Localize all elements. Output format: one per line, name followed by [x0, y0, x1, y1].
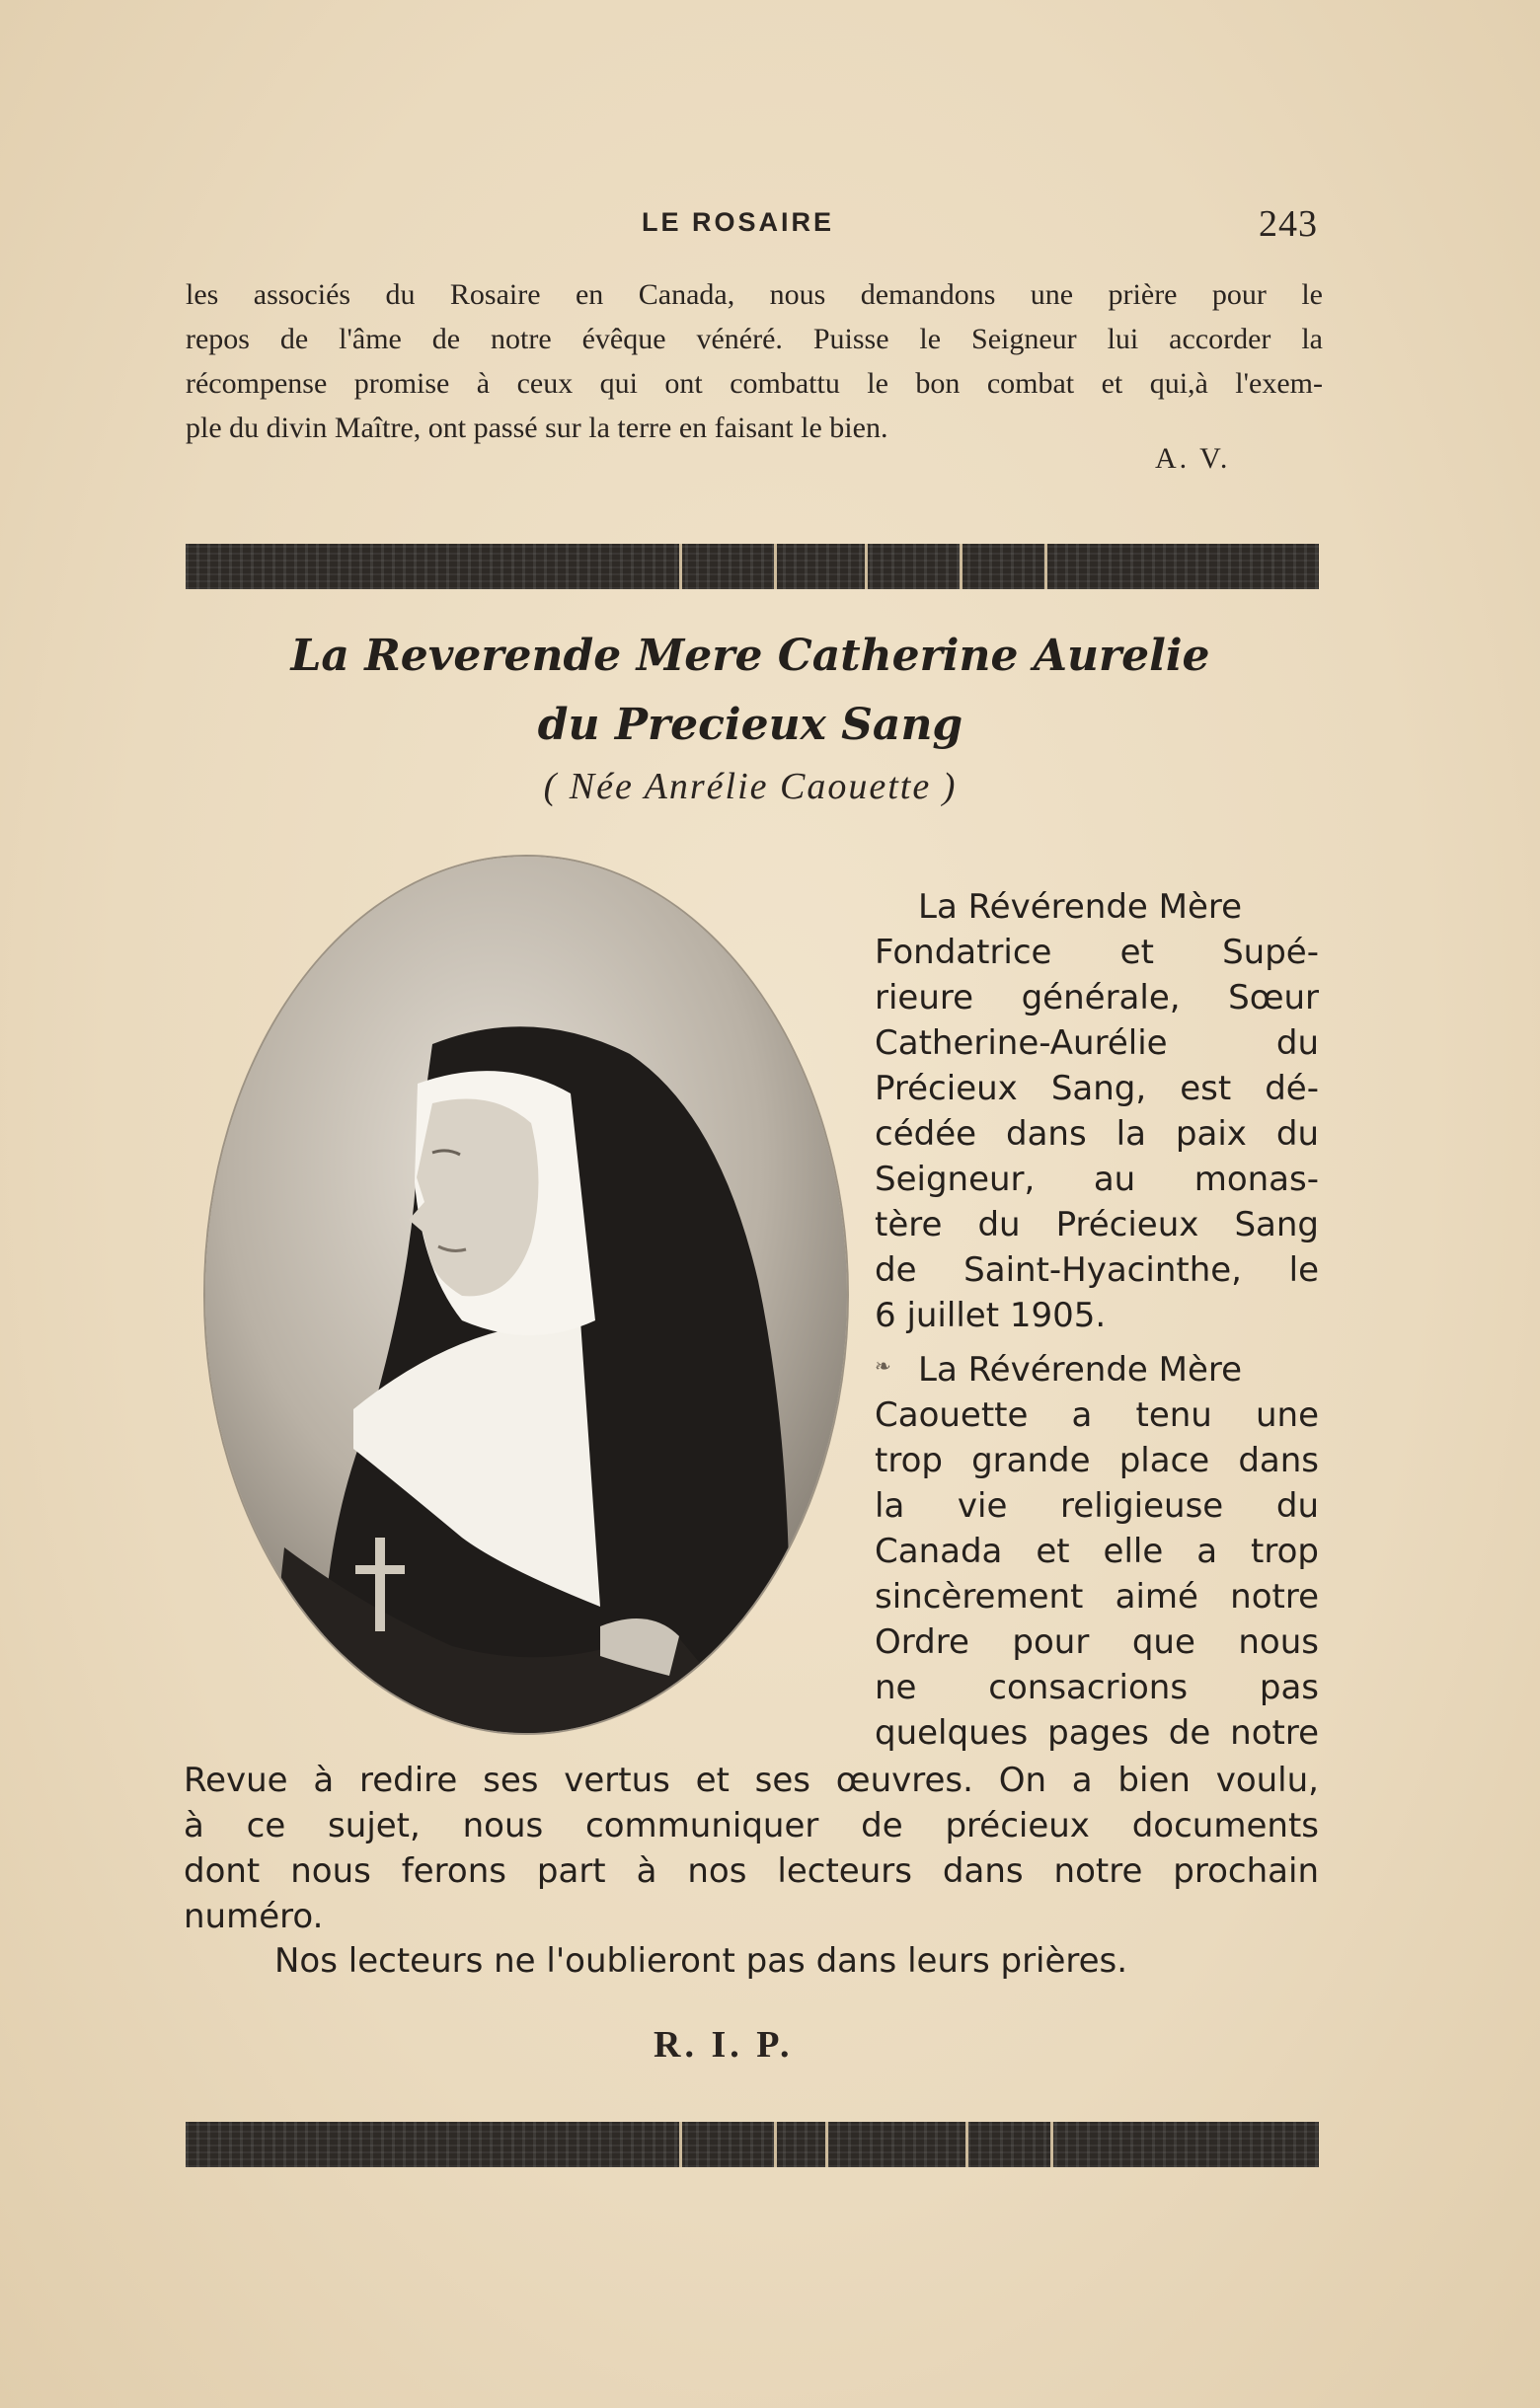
intro-line: les associés du Rosaire en Canada, nous demandons une prière pour le	[186, 278, 1323, 311]
page-number: 243	[1259, 203, 1318, 245]
paragraph-line: Canada et elle a trop	[875, 1532, 1319, 1571]
paragraph-line: de Saint-Hyacinthe, le	[875, 1250, 1319, 1290]
paragraph-line: trop grande place dans	[875, 1441, 1319, 1480]
intro-line: repos de l'âme de notre évêque vénéré. Puisse le Seigneur lui accorder la	[186, 323, 1323, 355]
intro-signature: A. V.	[1155, 442, 1231, 475]
paragraph-ornament-icon: ❧	[875, 1354, 891, 1378]
paragraph-line: quelques pages de notre	[875, 1713, 1319, 1753]
paragraph-line: la vie religieuse du	[875, 1486, 1319, 1526]
article-paragraph-1	[875, 884, 1319, 1338]
paragraph-line: numéro.	[184, 1897, 324, 1936]
paragraph-line: dont nous ferons part à nos lecteurs dans notre prochain	[184, 1851, 1319, 1891]
article-title-line-1: La Reverende Mere Catherine Aurelie	[290, 631, 1210, 681]
article-subtitle: ( Née Anrélie Caouette )	[543, 766, 958, 807]
paragraph-line: Précieux Sang, est dé-	[875, 1069, 1319, 1108]
decorative-rule-bottom	[186, 2122, 1319, 2167]
paragraph-line: Catherine-Aurélie du	[875, 1023, 1319, 1063]
article-title	[197, 622, 1303, 760]
article-title-line-2: du Precieux Sang	[537, 700, 963, 750]
paragraph-line: tère du Précieux Sang	[875, 1205, 1319, 1244]
paragraph-line: Seigneur, au monas-	[875, 1160, 1319, 1199]
paragraph-line: Revue à redire ses vertus et ses œuvres. On a bien voulu,	[184, 1761, 1319, 1800]
article-paragraph-3: Nos lecteurs ne l'oublieront pas dans leurs prières.	[274, 1941, 1128, 1981]
paragraph-line: La Révérende Mère	[918, 887, 1243, 927]
paragraph-line: La Révérende Mère	[918, 1350, 1243, 1390]
closing-rip: R. I. P.	[654, 2024, 794, 2066]
article-paragraph-2	[875, 1347, 1319, 1756]
paragraph-line: à ce sujet, nous communiquer de précieux documents	[184, 1806, 1319, 1845]
paragraph-line: sincèrement aimé notre	[875, 1577, 1319, 1617]
nun-portrait-photo	[205, 857, 847, 1733]
paragraph-line: ne consacrions pas	[875, 1668, 1319, 1707]
intro-line: ple du divin Maître, ont passé sur la terre en faisant le bien.	[186, 412, 888, 444]
decorative-rule-top	[186, 544, 1319, 589]
paragraph-line: rieure générale, Sœur	[875, 978, 1319, 1017]
running-header-title: LE ROSAIRE	[642, 207, 835, 237]
paragraph-line: cédée dans la paix du	[875, 1114, 1319, 1154]
paragraph-line: Fondatrice et Supé-	[875, 933, 1319, 972]
article-paragraph-2-continued	[184, 1758, 1319, 1939]
intro-paragraph	[186, 272, 1323, 450]
portrait-illustration	[205, 857, 847, 1733]
paragraph-line: 6 juillet 1905.	[875, 1296, 1107, 1335]
paragraph-line: Ordre pour que nous	[875, 1622, 1319, 1662]
intro-line: récompense promise à ceux qui ont combattu le bon combat et qui,à l'exem-	[186, 367, 1323, 400]
paragraph-line: Caouette a tenu une	[875, 1395, 1319, 1435]
